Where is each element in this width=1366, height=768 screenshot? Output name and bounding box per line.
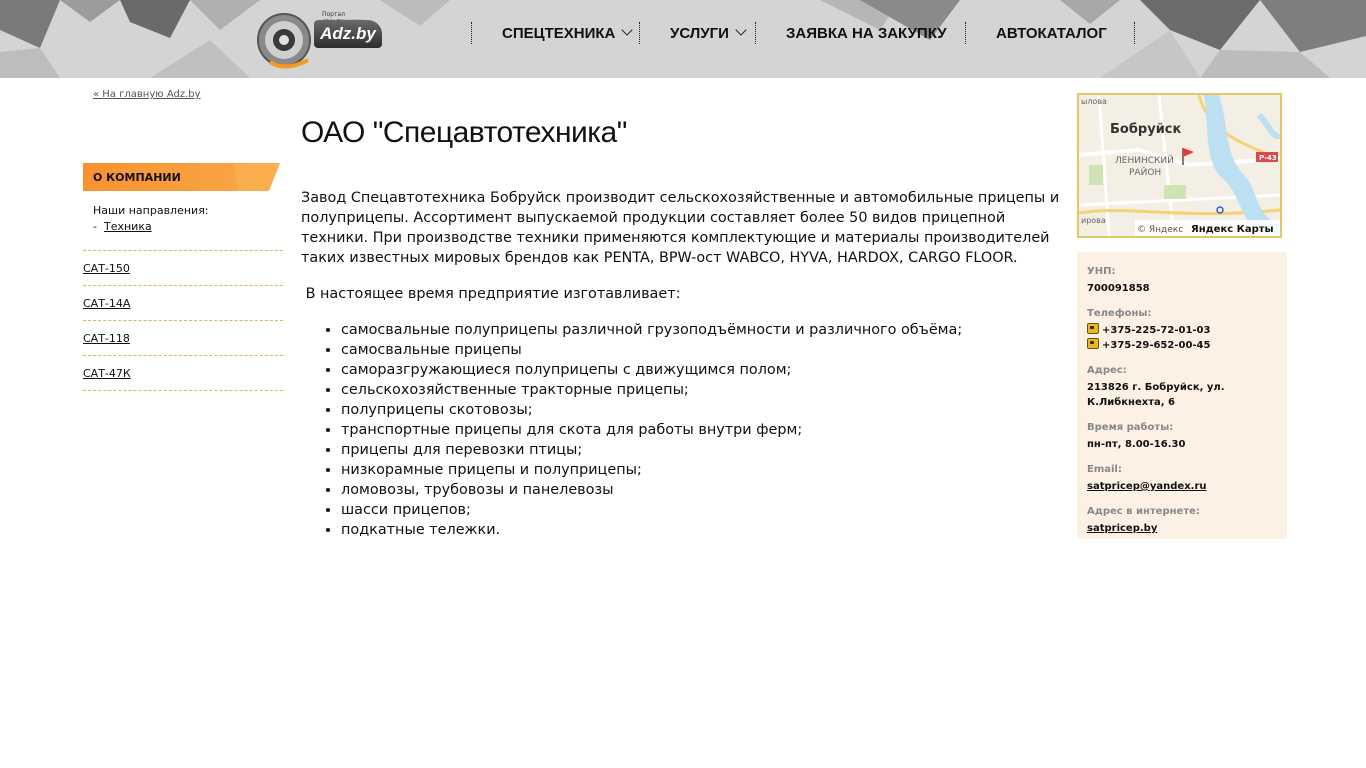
list-item xyxy=(83,320,283,355)
intro-paragraph: Завод Спецавтотехника Бобруйск производит сельскохозяйственные и автомобильные прицепы и полуприцепы. Ассортимент выпускаемой продукции составляет более 50 видов прицепной техники. При производстве техники применяются комплектующие и материалы производителей таких известных мировых брендов как PENTA, BPW-ост WABCO, HYVA, HARDOX, CARGO FLOOR. xyxy=(301,190,1060,266)
logo-tagline: Портал xyxy=(322,11,345,18)
chevron-down-icon xyxy=(735,24,746,35)
info-phones xyxy=(1087,307,1277,353)
list-item: • ломовозы, трубовозы и панелевозы xyxy=(341,480,1066,500)
hours-label: Время работы: xyxy=(1087,422,1174,433)
map-city-label: Бобруйск xyxy=(1110,122,1182,137)
map-provider-logo[interactable]: Яндекс Карты xyxy=(1191,224,1274,235)
nav-divider xyxy=(755,22,756,44)
info-hours xyxy=(1087,421,1277,452)
sidebar-heading xyxy=(83,163,280,191)
phone-icon xyxy=(1087,338,1099,349)
info-address xyxy=(1087,364,1237,410)
map-street-label: ирова xyxy=(1081,216,1106,225)
map-district-text: ЛЕНИНСКИЙ xyxy=(1115,156,1174,166)
nav-uslugi-label: УСЛУГИ xyxy=(670,25,729,42)
contact-info-panel xyxy=(1077,252,1287,539)
map-road-label: Р-43 xyxy=(1259,154,1277,162)
direction-row xyxy=(93,218,209,236)
map-district-text2: РАЙОН xyxy=(1129,168,1162,178)
directions-label: Наши направления: xyxy=(93,204,209,217)
model-link[interactable]: САТ-47К xyxy=(83,367,131,380)
phones-label: Телефоны: xyxy=(1087,308,1152,319)
address-label: Адрес: xyxy=(1087,365,1127,376)
list-item: • транспортные прицепы для скота для работы внутри ферм; xyxy=(341,420,1066,440)
info-unp xyxy=(1087,265,1277,296)
hours-value: пн-пт, 8.00-16.30 xyxy=(1087,439,1186,450)
gear-logo-icon xyxy=(256,10,320,70)
page-title: ОАО "Спецавтотехника" xyxy=(301,116,627,149)
nav-spectehnika-label: СПЕЦТЕХНИКА xyxy=(502,25,616,42)
products-list xyxy=(301,320,1066,540)
sidebar-heading-label: О КОМПАНИИ xyxy=(93,171,181,184)
phone-row xyxy=(1087,323,1277,338)
direction-link-tehnika[interactable]: Техника xyxy=(103,220,152,233)
info-website xyxy=(1087,505,1277,536)
direction-bullet: - xyxy=(93,220,97,233)
model-link[interactable]: САТ-150 xyxy=(83,262,130,275)
site-header xyxy=(0,0,1366,78)
unp-label: УНП: xyxy=(1087,266,1116,277)
list-item: • подкатные тележки. xyxy=(341,520,1066,540)
list-item: • самосвальные прицепы xyxy=(341,340,1066,360)
nav-divider xyxy=(639,22,640,44)
list-item xyxy=(83,250,283,285)
list-item xyxy=(83,285,283,320)
info-email xyxy=(1087,463,1277,494)
chevron-down-icon xyxy=(622,24,633,35)
map-canvas xyxy=(1079,95,1280,236)
list-item: • шасси прицепов; xyxy=(341,500,1066,520)
list-item: • прицепы для перевозки птицы; xyxy=(341,440,1066,460)
sidebar-directions xyxy=(93,204,209,236)
phone-icon xyxy=(1087,323,1099,334)
list-item: • низкорамные прицепы и полуприцепы; xyxy=(341,460,1066,480)
nav-zayavka[interactable]: ЗАЯВКА НА ЗАКУПКУ xyxy=(786,25,947,42)
phone-number: +375-225-72-01-03 xyxy=(1102,325,1211,336)
site-label: Адрес в интернете: xyxy=(1087,506,1200,517)
list-item xyxy=(83,355,283,390)
logo-brand-text: Adz.by xyxy=(314,20,382,48)
email-label: Email: xyxy=(1087,464,1122,475)
list-item: • полуприцепы скотовозы; xyxy=(341,400,1066,420)
products-subheading: В настоящее время предприятие изготавливает: xyxy=(301,286,681,302)
breadcrumb-home-link[interactable]: « На главную Adz.by xyxy=(93,89,201,100)
model-link[interactable]: САТ-118 xyxy=(83,332,130,345)
unp-value: 700091858 xyxy=(1087,283,1150,294)
list-item: • сельскохозяйственные тракторные прицепы; xyxy=(341,380,1066,400)
nav-uslugi[interactable] xyxy=(670,22,745,46)
list-item: • самосвальные полуприцепы различной грузоподъёмности и различного объёма; xyxy=(341,320,1066,340)
email-link[interactable]: satpricep@yandex.ru xyxy=(1087,481,1207,492)
map-street-label: ылова xyxy=(1081,97,1107,106)
address-value: 213826 г. Бобруйск, ул. К.Либкнехта, 6 xyxy=(1087,382,1225,408)
list-item: • саморазгружающиеся полуприцепы с движущимся полом; xyxy=(341,360,1066,380)
nav-spectehnika[interactable] xyxy=(502,22,631,46)
site-logo[interactable] xyxy=(256,8,386,70)
nav-divider xyxy=(471,22,472,44)
model-link[interactable]: САТ-14А xyxy=(83,297,131,310)
nav-avtokatalog[interactable]: АВТОКАТАЛОГ xyxy=(996,25,1107,42)
phone-number: +375-29-652-00-45 xyxy=(1102,340,1211,351)
website-link[interactable]: satpricep.by xyxy=(1087,523,1158,534)
email-row xyxy=(1087,479,1277,494)
site-row xyxy=(1087,521,1277,536)
phone-row xyxy=(1087,338,1277,353)
company-description xyxy=(301,188,1066,540)
sidebar-model-list xyxy=(83,250,283,391)
nav-divider xyxy=(965,22,966,44)
location-map[interactable] xyxy=(1077,93,1282,238)
map-copyright: © Яндекс xyxy=(1137,225,1184,235)
nav-divider xyxy=(1134,22,1135,44)
